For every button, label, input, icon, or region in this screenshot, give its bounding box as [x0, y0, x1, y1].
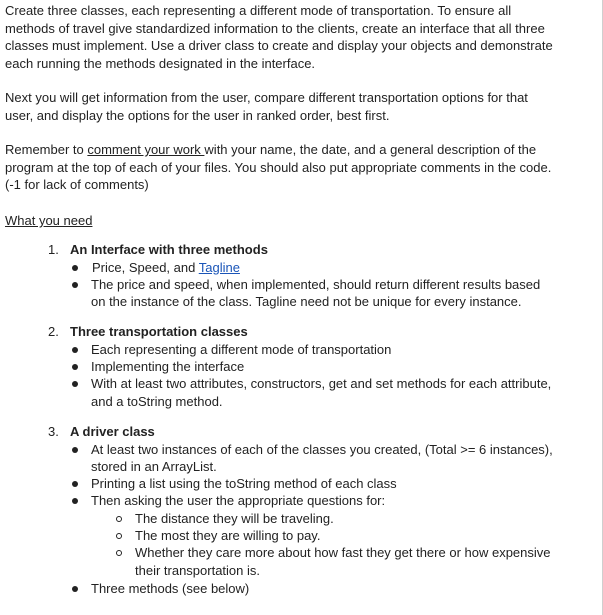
what-you-need-heading: What you need: [5, 213, 93, 228]
tagline-link[interactable]: Tagline: [198, 260, 240, 275]
section-title: A driver class: [70, 424, 155, 439]
comment-your-work-link[interactable]: comment your work: [87, 142, 205, 157]
list-item-text: Price, Speed, and: [92, 260, 199, 275]
bullet-icon: [72, 347, 78, 353]
intro-paragraph: [5, 2, 595, 72]
next-line: Next you will get information from the user, compare different transportation options for that: [5, 90, 528, 105]
section-number: 2.: [48, 324, 59, 339]
section-number: 3.: [48, 424, 59, 439]
section-title: An Interface with three methods: [70, 242, 268, 257]
next-paragraph: [5, 89, 595, 124]
section-title: Three transportation classes: [70, 324, 248, 339]
list-item-text: With at least two attributes, constructors, get and set methods for each attribute,: [91, 376, 552, 391]
intro-line: each running the methods designated in the interface.: [5, 55, 316, 71]
bullet-icon: [72, 364, 78, 370]
list-item-text: and a toString method.: [91, 394, 223, 409]
list-item-text: on the instance of the class. Tagline need not be unique for every instance.: [91, 294, 522, 309]
section-number: 1.: [48, 242, 59, 257]
remember-text: with your name, the date, and a general description of the: [204, 142, 537, 157]
bullet-icon: [72, 586, 78, 592]
bullet-icon: [72, 481, 78, 487]
remember-line: (-1 for lack of comments): [5, 177, 149, 193]
bullet-icon: [72, 265, 78, 271]
list-item-text: Three methods (see below): [91, 581, 250, 596]
bullet-icon: [72, 498, 78, 504]
hollow-bullet-icon: [116, 533, 122, 539]
intro-line: methods of travel give standardized information to the clients, create an interface that all three: [5, 20, 545, 36]
intro-line: Create three classes, each representing a different mode of transportation. To ensure all: [5, 3, 512, 18]
bullet-icon: [72, 447, 78, 453]
list-item-text: Implementing the interface: [91, 359, 245, 374]
list-item-text: The price and speed, when implemented, should return different results based: [91, 277, 541, 292]
bullet-icon: [72, 282, 78, 288]
hollow-bullet-icon: [116, 516, 122, 522]
remember-line: program at the top of each of your files. You should also put appropriate comments in the code.: [5, 159, 552, 175]
list-item-text: stored in an ArrayList.: [91, 459, 217, 474]
remember-text: Remember to: [5, 142, 88, 157]
bullet-icon: [72, 381, 78, 387]
remember-paragraph: [5, 141, 595, 194]
next-line: user, and display the options for the user in ranked order, best first.: [5, 107, 390, 123]
list-item-text: Then asking the user the appropriate questions for:: [91, 493, 386, 508]
sub-list-item-text: The most they are willing to pay.: [135, 528, 321, 543]
list-item-text: At least two instances of each of the classes you created, (Total >= 6 instances),: [91, 442, 553, 457]
list-item-text: Each representing a different mode of transportation: [91, 342, 392, 357]
hollow-bullet-icon: [116, 550, 122, 556]
sub-list-item-text: Whether they care more about how fast they get there or how expensive: [135, 545, 551, 560]
sub-list-item-text: The distance they will be traveling.: [135, 511, 334, 526]
list-item-text: Printing a list using the toString method of each class: [91, 476, 397, 491]
intro-line: classes must implement. Use a driver class to create and display your objects and demonstrate: [5, 38, 553, 54]
sub-list-item-text: their transportation is.: [135, 563, 261, 578]
